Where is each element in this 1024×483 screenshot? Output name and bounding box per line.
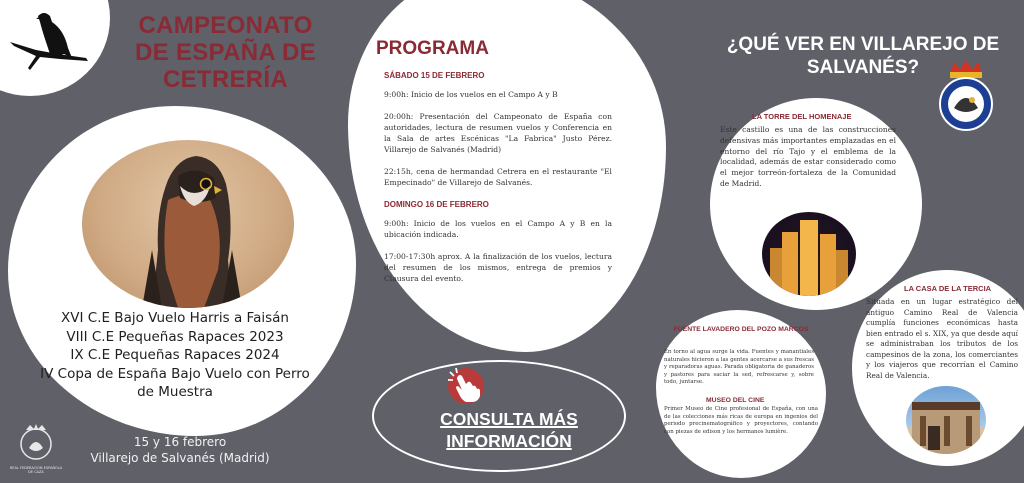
museo-description: Primer Museo de Cine profesional de España, con una de las colecciones más ricas de europa en ingenios del periodo precinematográfico y proyectores, contando con piezas de edison y los hermanos lumière. <box>664 406 818 435</box>
tercia-photo <box>906 386 986 454</box>
event-item: VIII C.E Pequeñas Rapaces 2023 <box>66 328 284 345</box>
championship-title: CAMPEONATO DE ESPAÑA DE CETRERÍA <box>135 12 316 93</box>
torre-photo <box>762 212 856 296</box>
program-schedule <box>384 70 612 295</box>
schedule-item: 17:00-17:30h aprox. A la finalización de los vuelos, lectura del resumen de los mismos, entrega de premios y Clausura del evento. <box>384 252 612 283</box>
event-item: XVI C.E Bajo Vuelo Harris a Faisán <box>61 310 289 326</box>
tercia-description: Situada en un lugar estratégico del antiguo Camino Real de Valencia cumplía funciones económicas hasta bien entrado el s. XIX, ya que desde aquí se administraban los tributos de los campesinos de la zona, los comerciantes y los viajeros que recorrían el Camino Real de Valencia. <box>866 297 1018 380</box>
schedule-item: 9:00h: Inicio de los vuelos en el Campo A y B <box>384 90 558 99</box>
falcon-silhouette-icon <box>6 8 92 78</box>
lavadero-blob <box>656 310 826 478</box>
torre-description: Este castillo es una de las construcciones defensivas más importantes emplazadas en el entorno del río Tajo y el emblema de la localidad, además de estar considerado como el mejor torreón-fortaleza de la Comunidad de Madrid. <box>720 125 896 188</box>
programa-title: PROGRAMA <box>376 38 489 59</box>
tercia-title: LA CASA DE LA TERCIA <box>904 284 992 293</box>
schedule-item: 22:15h, cena de hermandad Cetrera en el restaurante "El Empecinado" de Villarejo de Salvanés. <box>384 167 612 187</box>
hand-pointer-icon <box>444 364 488 406</box>
event-item: IV Copa de España Bajo Vuelo con Perro de Muestra <box>40 365 310 400</box>
event-dates <box>80 434 280 466</box>
falcon-photo <box>82 140 294 308</box>
more-info-link[interactable]: CONSULTA MÁS INFORMACIÓN <box>440 409 578 451</box>
logo-caption: REAL FEDERACIÓN ESPAÑOLA DE CAZA <box>9 466 63 474</box>
schedule-item: 20:00h: Presentación del Campeonato de España con autoridades, lectura de resumen vuelos y Conferencia en la Sala de artes Escénicas "La Fabrica" Justo Pérez. Villarejo de Salvanés (Madrid) <box>384 112 612 154</box>
museo-title: MUSEO DEL CINE <box>706 397 765 404</box>
federation-logo <box>9 420 63 478</box>
location-text: Villarejo de Salvanés (Madrid) <box>90 451 270 465</box>
torre-title: LA TORRE DEL HOMENAJE <box>752 112 852 121</box>
day-heading: DOMINGO 16 DE FEBRERO <box>384 200 489 209</box>
what-to-see-title: ¿QUÉ VER EN VILLAREJO DE SALVANÉS? <box>726 34 1000 78</box>
date-text: 15 y 16 febrero <box>133 435 227 449</box>
day-heading: SÁBADO 15 DE FEBRERO <box>384 71 485 80</box>
federation-seal-icon <box>938 58 994 136</box>
lavadero-description: En torno al agua surge la vida. Fuentes y manantiales naturales hicieron a las gentes acercarse a sus frescas y reparadoras aguas. Parada obligatoria de ganaderos y pastores para saciar la sed, refrescarse y, sobre todo, juntarse. <box>664 349 814 386</box>
events-list <box>40 309 310 402</box>
lavadero-title: FUENTE LAVADERO DEL POZO MARCOS <box>673 326 809 333</box>
schedule-item: 9:00h: Inicio de los vuelos en el Campo A y B en la ubicación indicada. <box>384 219 612 239</box>
event-item: IX C.E Pequeñas Rapaces 2024 <box>70 347 280 363</box>
